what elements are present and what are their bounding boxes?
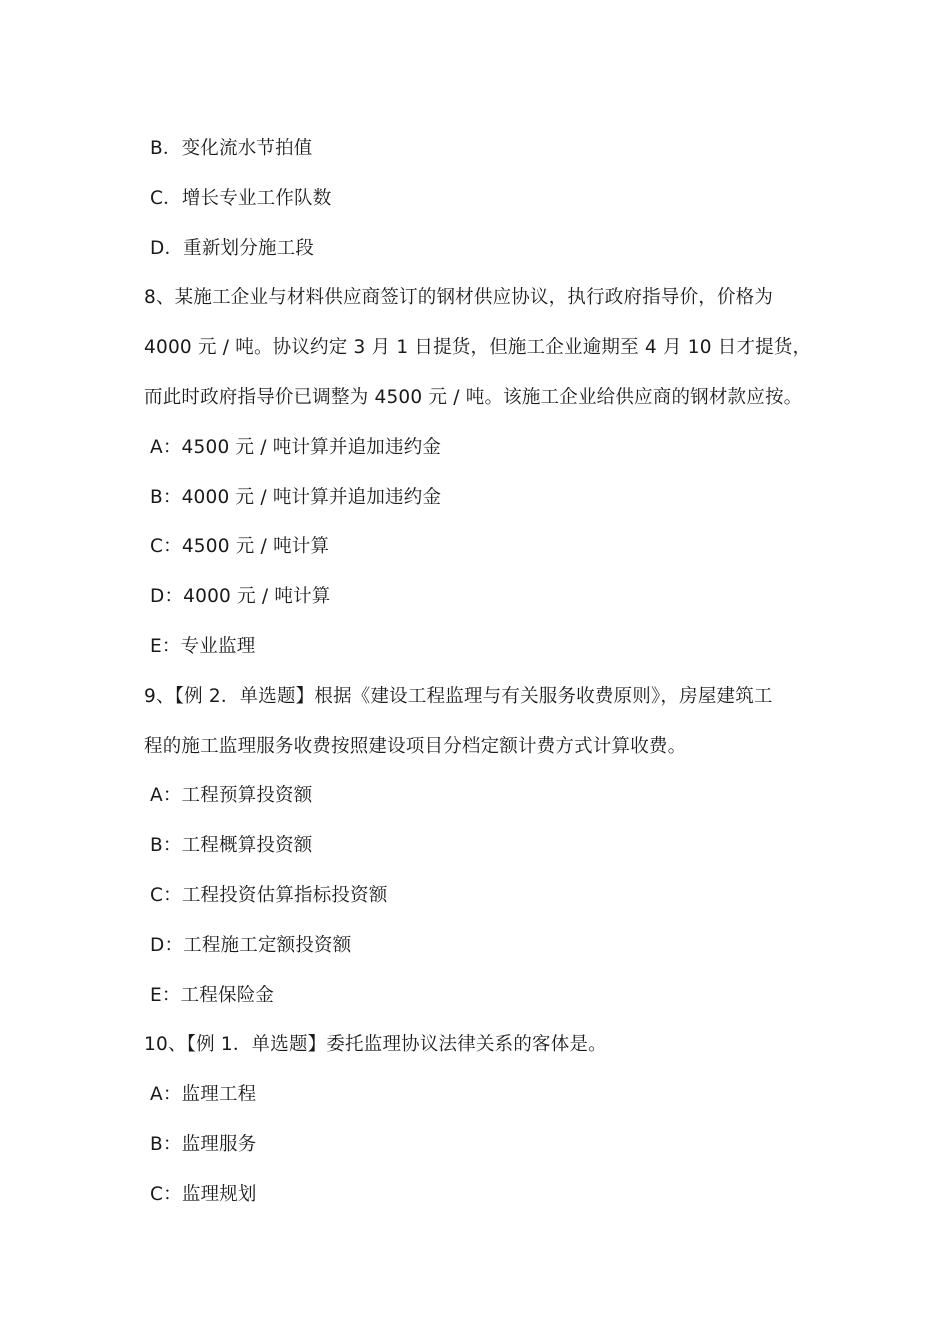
q9-stem-line-2: 程的施工监理服务收费按照建设项目分档定额计费方式计算收费。	[144, 735, 687, 757]
q9-option-b: B：工程概算投资额	[150, 835, 313, 857]
q9-option-e: E：工程保险金	[150, 984, 275, 1006]
q10-stem-line-1: 10、【例 1．单选题】委托监理协议法律关系的客体是。	[144, 1034, 607, 1056]
q7-option-c: C．增长专业工作队数	[150, 187, 332, 209]
q8-option-b: B：4000 元 / 吨计算并追加违约金	[150, 486, 442, 508]
q8-option-c: C：4500 元 / 吨计算	[150, 536, 330, 558]
q8-option-a: A：4500 元 / 吨计算并追加违约金	[150, 436, 442, 458]
q9-option-d: D：工程施工定额投资额	[150, 934, 352, 956]
q8-stem-line-3: 而此时政府指导价已调整为 4500 元 / 吨。该施工企业给供应商的钢材款应按。	[144, 386, 803, 408]
q7-option-d: D．重新划分施工段	[150, 237, 315, 259]
q9-option-a: A：工程预算投资额	[150, 785, 313, 807]
q10-option-b: B：监理服务	[150, 1133, 257, 1155]
q8-stem-line-2: 4000 元 / 吨。协议约定 3 月 1 日提货，但施工企业逾期至 4 月 10 日才提货，	[144, 337, 812, 359]
q8-stem-line-1: 8、某施工企业与材料供应商签订的钢材供应协议，执行政府指导价，价格为	[144, 287, 774, 309]
q8-option-e: E：专业监理	[150, 635, 256, 657]
q9-option-c: C：工程投资估算指标投资额	[150, 884, 388, 906]
q10-option-c: C：监理规划	[150, 1183, 257, 1205]
q8-option-d: D：4000 元 / 吨计算	[150, 586, 331, 608]
q9-stem-line-1: 9、【例 2．单选题】根据《建设工程监理与有关服务收费原则》，房屋建筑工	[144, 685, 773, 707]
q7-option-b: B．变化流水节拍值	[150, 138, 313, 159]
document-content	[144, 124, 814, 1220]
q10-option-a: A：监理工程	[150, 1084, 257, 1106]
